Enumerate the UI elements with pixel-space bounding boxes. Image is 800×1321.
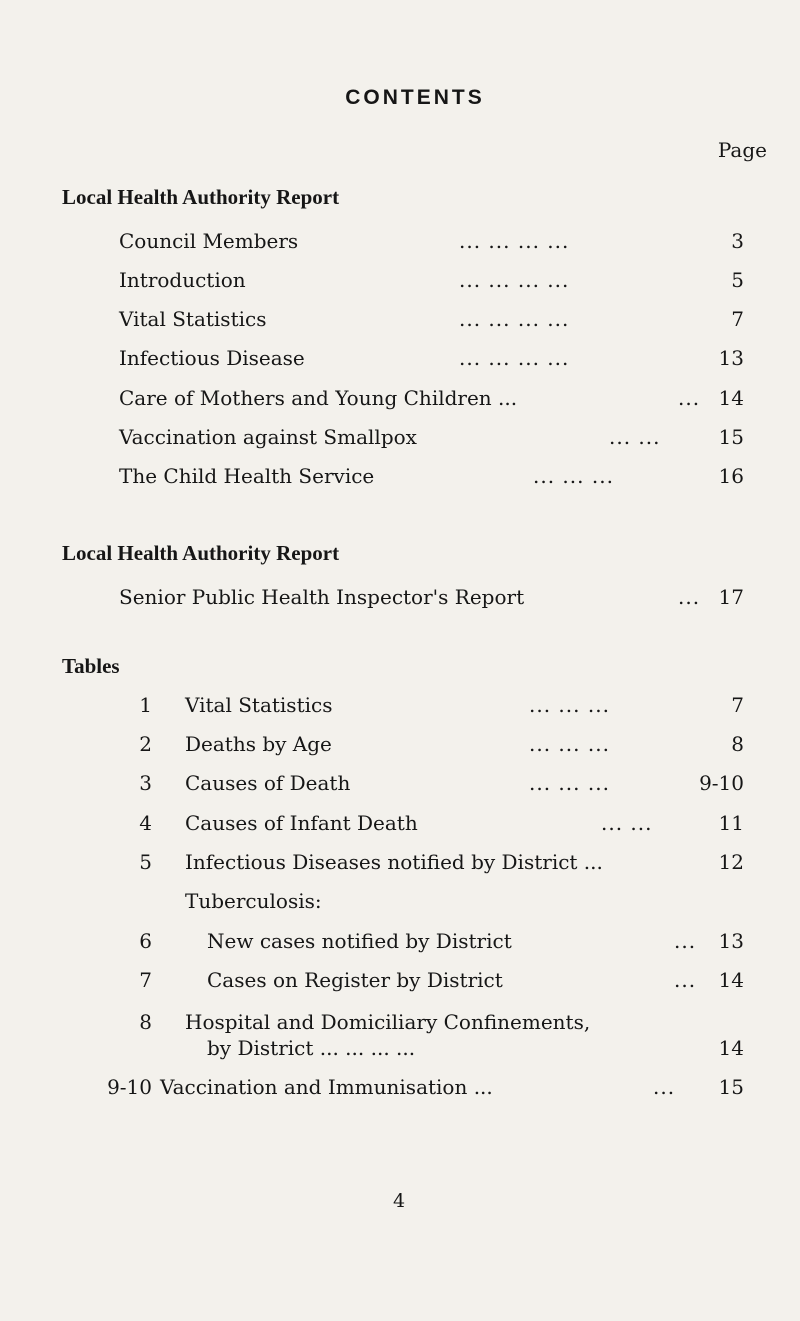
leader-dots: ... ... ... bbox=[529, 771, 610, 795]
toc-entry-label: Introduction bbox=[119, 268, 246, 292]
tuberculosis-subheading bbox=[185, 889, 585, 915]
table-number: 8 bbox=[139, 1010, 152, 1034]
toc-entry-label: The Child Health Service bbox=[119, 464, 375, 488]
toc-entry-table-3[interactable] bbox=[185, 771, 765, 797]
leader-dots: ... bbox=[674, 968, 697, 992]
toc-entry-table-8[interactable] bbox=[185, 1010, 765, 1036]
table-number: 2 bbox=[139, 732, 152, 756]
toc-page-number: 15 bbox=[718, 1075, 744, 1099]
toc-page-number: 7 bbox=[731, 307, 744, 331]
toc-page-number: 12 bbox=[718, 850, 744, 874]
toc-entry-label: Senior Public Health Inspector's Report bbox=[119, 585, 525, 609]
table-number: 7 bbox=[139, 968, 152, 992]
section-heading-local-health-1: Local Health Authority Report bbox=[62, 185, 340, 209]
page-title: CONTENTS bbox=[345, 86, 485, 109]
toc-entry-table-5[interactable] bbox=[185, 850, 765, 876]
toc-page-number: 14 bbox=[718, 968, 744, 992]
toc-entry-label: Care of Mothers and Young Children ... bbox=[119, 386, 518, 410]
toc-page-number: 8 bbox=[731, 732, 744, 756]
toc-entry-label: Causes of Death bbox=[185, 771, 351, 795]
toc-entry-infectious-disease[interactable] bbox=[119, 346, 759, 372]
table-number: 9-10 bbox=[107, 1075, 152, 1099]
leader-dots: ... ... ... bbox=[529, 732, 610, 756]
footer-page-number: 4 bbox=[393, 1190, 406, 1212]
toc-entry-label: Vital Statistics bbox=[185, 693, 333, 717]
leader-dots: ... ... bbox=[609, 425, 661, 449]
leader-dots: ... ... ... ... bbox=[459, 346, 570, 370]
section-heading-local-health-2: Local Health Authority Report bbox=[62, 541, 340, 565]
leader-dots: ... bbox=[653, 1075, 676, 1099]
leader-dots: ... ... bbox=[601, 811, 653, 835]
toc-page-number: 9-10 bbox=[699, 771, 744, 795]
toc-entry-label: by District ... ... ... ... bbox=[207, 1036, 416, 1060]
table-number: 5 bbox=[139, 850, 152, 874]
leader-dots: ... ... ... ... bbox=[459, 307, 570, 331]
table-number: 4 bbox=[139, 811, 152, 835]
toc-page-number: 13 bbox=[718, 346, 744, 370]
toc-page-number: 14 bbox=[718, 386, 744, 410]
toc-entry-senior-inspector-report[interactable] bbox=[119, 585, 759, 611]
table-number: 3 bbox=[139, 771, 152, 795]
toc-entry-table-1[interactable] bbox=[185, 693, 765, 719]
leader-dots: ... bbox=[678, 585, 701, 609]
toc-entry-label: Causes of Infant Death bbox=[185, 811, 418, 835]
toc-entry-table-8-cont[interactable] bbox=[207, 1036, 767, 1062]
toc-page-number: 13 bbox=[718, 929, 744, 953]
toc-entry-child-health-service[interactable] bbox=[119, 464, 759, 490]
toc-entry-label: Deaths by Age bbox=[185, 732, 332, 756]
toc-entry-table-2[interactable] bbox=[185, 732, 765, 758]
leader-dots: ... ... ... bbox=[533, 464, 614, 488]
toc-page-number: 7 bbox=[731, 693, 744, 717]
toc-entry-table-6[interactable] bbox=[207, 929, 767, 955]
toc-entry-council-members[interactable] bbox=[119, 229, 759, 255]
toc-entry-table-9-10[interactable] bbox=[160, 1075, 760, 1101]
toc-entry-label: Cases on Register by District bbox=[207, 968, 503, 992]
table-number: 6 bbox=[139, 929, 152, 953]
toc-entry-label: Hospital and Domiciliary Confinements, bbox=[185, 1010, 591, 1034]
leader-dots: ... bbox=[674, 929, 697, 953]
leader-dots: ... ... ... ... bbox=[459, 268, 570, 292]
toc-entry-table-4[interactable] bbox=[185, 811, 765, 837]
toc-entry-label: Council Members bbox=[119, 229, 299, 253]
toc-entry-label: Vital Statistics bbox=[119, 307, 267, 331]
leader-dots: ... ... ... ... bbox=[459, 229, 570, 253]
toc-entry-label: New cases notified by District bbox=[207, 929, 512, 953]
toc-entry-table-7[interactable] bbox=[207, 968, 767, 994]
toc-page-number: 14 bbox=[718, 1036, 744, 1060]
table-number: 1 bbox=[139, 693, 152, 717]
toc-entry-label: Infectious Diseases notified by District ... bbox=[185, 850, 603, 874]
toc-entry-introduction[interactable] bbox=[119, 268, 759, 294]
toc-entry-label: Vaccination and Immunisation ... bbox=[160, 1075, 493, 1099]
toc-page-number: 15 bbox=[718, 425, 744, 449]
toc-page-number: 17 bbox=[718, 585, 744, 609]
toc-page-number: 3 bbox=[731, 229, 744, 253]
page-column-header: Page bbox=[717, 138, 767, 162]
toc-entry-vital-statistics[interactable] bbox=[119, 307, 759, 333]
toc-entry-label: Infectious Disease bbox=[119, 346, 305, 370]
section-heading-tables: Tables bbox=[62, 654, 120, 678]
toc-entry-care-of-mothers[interactable] bbox=[119, 386, 759, 412]
toc-entry-vaccination-smallpox[interactable] bbox=[119, 425, 759, 451]
toc-entry-label: Vaccination against Smallpox bbox=[119, 425, 417, 449]
leader-dots: ... ... ... bbox=[529, 693, 610, 717]
toc-subheading-label: Tuberculosis: bbox=[185, 889, 322, 913]
leader-dots: ... bbox=[678, 386, 701, 410]
toc-page-number: 5 bbox=[731, 268, 744, 292]
toc-page-number: 11 bbox=[718, 811, 744, 835]
toc-page-number: 16 bbox=[718, 464, 744, 488]
